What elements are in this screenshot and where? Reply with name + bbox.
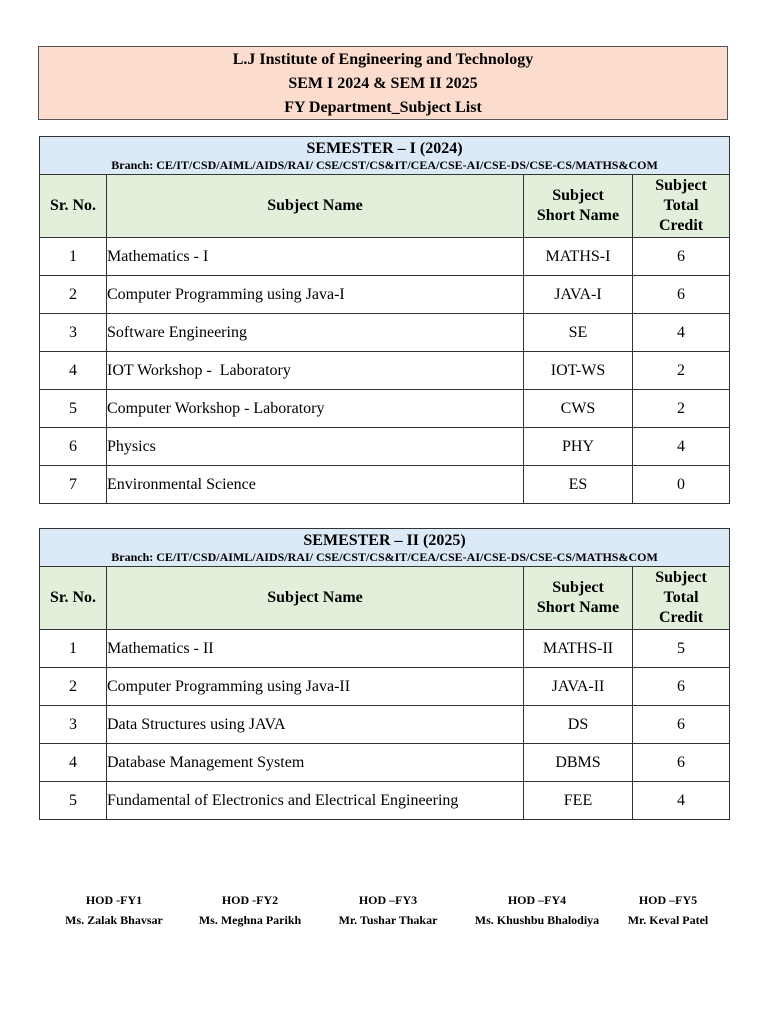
table-row [40,238,730,276]
semester-2-heading [40,529,730,567]
hod-role: HOD -FY1 [85,893,143,907]
col-subject-name: Subject Name [107,175,524,238]
hod-name: Mr. Tushar Thakar [338,913,438,927]
sr-no-cell: 5 [40,390,107,428]
short-name-cell: JAVA-I [524,276,633,314]
credit-cell: 4 [633,314,730,352]
short-name-cell: MATHS-II [524,630,633,668]
credit-cell: 6 [633,668,730,706]
short-name-cell: MATHS-I [524,238,633,276]
hod-role: HOD –FY5 [638,893,698,907]
table-row [40,276,730,314]
short-name-cell: DBMS [524,744,633,782]
sr-no-cell: 1 [40,238,107,276]
col-short-name [524,567,633,630]
hod-name: Ms. Meghna Parikh [198,913,302,927]
col-total-credit [633,175,730,238]
col-short-name-line1: Subject [552,579,604,596]
hod-name: Ms. Khushbu Bhalodiya [474,913,600,927]
table-row [40,744,730,782]
hod-name: Mr. Keval Patel [627,913,709,927]
semester-1-title: SEMESTER – I (2024) [306,139,463,157]
col-short-name [524,175,633,238]
sr-no-cell: 5 [40,782,107,820]
semester-1-branch: Branch: CE/IT/CSD/AIML/AIDS/RAI/ CSE/CST/CS&IT/CEA/CSE-AI/CSE-DS/CSE-CS/MATHS&COM [111,157,658,172]
table-row [40,782,730,820]
subject-name-cell: Computer Programming using Java-II [107,668,524,706]
credit-cell: 2 [633,352,730,390]
credit-cell: 4 [633,428,730,466]
semester-2-branch: Branch: CE/IT/CSD/AIML/AIDS/RAI/ CSE/CST/CS&IT/CEA/CSE-AI/CSE-DS/CSE-CS/MATHS&COM [111,549,658,564]
col-total-credit [633,567,730,630]
col-short-name-line2: Short Name [536,207,620,224]
credit-cell: 6 [633,276,730,314]
table-row [40,428,730,466]
sr-no-cell: 3 [40,706,107,744]
subject-name-cell: Mathematics - II [107,630,524,668]
department-title: FY Department_Subject List [284,99,482,116]
hod-fy4 [466,890,608,930]
table-row [40,314,730,352]
hod-fy2 [188,890,312,930]
credit-cell: 2 [633,390,730,428]
subject-name-cell: Fundamental of Electronics and Electrical Engineering [107,782,524,820]
short-name-cell: JAVA-II [524,668,633,706]
subject-name-cell: Computer Workshop - Laboratory [107,390,524,428]
short-name-cell: ES [524,466,633,504]
col-short-name-line1: Subject [552,187,604,204]
institute-name: L.J Institute of Engineering and Technology [232,51,534,68]
col-credit-line3: Credit [658,217,704,234]
short-name-cell: IOT-WS [524,352,633,390]
credit-cell: 5 [633,630,730,668]
semester-years: SEM I 2024 & SEM II 2025 [288,75,478,92]
col-credit-line1: Subject [655,177,707,194]
subject-name-cell: Software Engineering [107,314,524,352]
sr-no-cell: 4 [40,744,107,782]
credit-cell: 6 [633,238,730,276]
subject-name-cell: IOT Workshop - Laboratory [107,352,524,390]
semester-2-title: SEMESTER – II (2025) [303,531,466,549]
col-credit-line3: Credit [658,609,704,626]
col-subject-name: Subject Name [107,567,524,630]
sr-no-cell: 3 [40,314,107,352]
semester-2-table [39,528,730,820]
document-header [38,46,728,120]
hod-fy5 [614,890,722,930]
subject-name-cell: Data Structures using JAVA [107,706,524,744]
col-credit-line2: Total [663,197,699,214]
credit-cell: 6 [633,744,730,782]
col-sr-no: Sr. No. [40,567,107,630]
credit-cell: 4 [633,782,730,820]
hod-role: HOD –FY4 [507,893,567,907]
col-sr-no: Sr. No. [40,175,107,238]
short-name-cell: SE [524,314,633,352]
hod-fy3 [326,890,450,930]
short-name-cell: DS [524,706,633,744]
table-row [40,390,730,428]
table-row [40,668,730,706]
subject-name-cell: Mathematics - I [107,238,524,276]
semester-1-heading [40,137,730,175]
subject-name-cell: Environmental Science [107,466,524,504]
subject-name-cell: Computer Programming using Java-I [107,276,524,314]
col-credit-line1: Subject [655,569,707,586]
hod-fy1 [52,890,176,930]
short-name-cell: CWS [524,390,633,428]
sr-no-cell: 2 [40,276,107,314]
table-row [40,630,730,668]
sr-no-cell: 2 [40,668,107,706]
hod-role: HOD –FY3 [358,893,418,907]
sr-no-cell: 4 [40,352,107,390]
credit-cell: 6 [633,706,730,744]
subject-name-cell: Physics [107,428,524,466]
col-credit-line2: Total [663,589,699,606]
table-row [40,706,730,744]
semester-1-table [39,136,730,504]
hod-name: Ms. Zalak Bhavsar [65,913,163,927]
subject-name-cell: Database Management System [107,744,524,782]
col-short-name-line2: Short Name [536,599,620,616]
credit-cell: 0 [633,466,730,504]
hod-role: HOD -FY2 [221,893,279,907]
short-name-cell: PHY [524,428,633,466]
table-row [40,352,730,390]
table-row [40,466,730,504]
sr-no-cell: 7 [40,466,107,504]
sr-no-cell: 1 [40,630,107,668]
short-name-cell: FEE [524,782,633,820]
sr-no-cell: 6 [40,428,107,466]
